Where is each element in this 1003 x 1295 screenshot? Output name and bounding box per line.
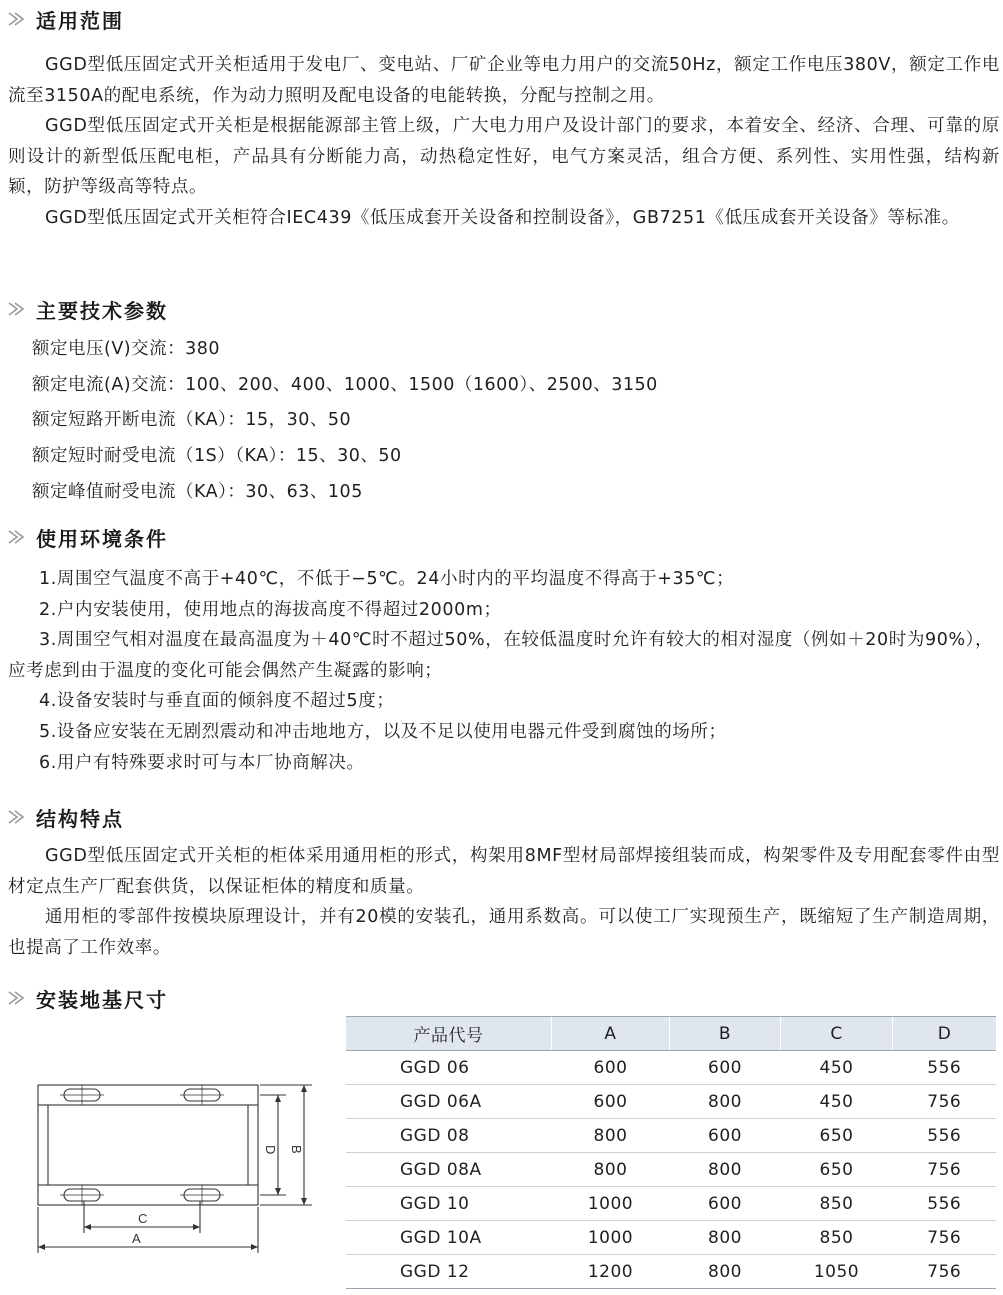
table-row [346, 1119, 996, 1153]
paragraph: GGD型低压固定式开关柜适用于发电厂、变电站、厂矿企业等电力用户的交流50Hz，额定工作电压380V，额定工作电流至3150A的配电系统，作为动力照明及配电设备的电能转换，分配与控制之用。 [8, 55, 1000, 106]
paragraph: 通用柜的零部件按模块原理设计，并有20模的安装孔，通用系数高。可以使工厂实现预生产，既缩短了生产制造周期，也提高了工作效率。 [8, 907, 1000, 958]
table-cell: 600 [670, 1119, 781, 1153]
table-cell: 1050 [781, 1255, 893, 1289]
column-header: C [781, 1017, 893, 1051]
table-cell: 650 [781, 1153, 893, 1187]
param-item: 额定短路开断电流（KA）：15，30、50 [32, 410, 352, 430]
column-header: A [552, 1017, 670, 1051]
section-title: 安装地基尺寸 [36, 987, 168, 1012]
table-cell: 756 [893, 1153, 997, 1187]
table-cell: GGD 08 [346, 1119, 552, 1153]
dimension-label-c: C [138, 1211, 148, 1226]
condition-item: 3.周围空气相对温度在最高温度为＋40℃时不超过50%，在较低温度时允许有较大的相对湿度（例如＋20时为90%），应考虑到由于温度的变化可能会偶然产生凝露的影响； [8, 630, 994, 681]
table-cell: 600 [670, 1051, 781, 1085]
double-chevron-icon [6, 987, 28, 1009]
section-title: 适用范围 [36, 8, 124, 33]
table-cell: 800 [670, 1255, 781, 1289]
section-title: 结构特点 [36, 806, 124, 831]
double-chevron-icon [6, 806, 28, 828]
section-heading-environment [6, 522, 168, 552]
table-row [346, 1051, 996, 1085]
foundation-diagram [28, 1075, 318, 1265]
column-header: B [670, 1017, 781, 1051]
table-cell: 556 [893, 1187, 997, 1221]
table-cell: 556 [893, 1119, 997, 1153]
table-cell: 756 [893, 1221, 997, 1255]
double-chevron-icon [6, 298, 28, 320]
paragraph: GGD型低压固定式开关柜是根据能源部主管上级，广大电力用户及设计部门的要求，本着安全、经济、合理、可靠的原则设计的新型低压配电柜，产品具有分断能力高，动热稳定性好，电气方案灵活，组合方便、系列性、实用性强，结构新颖，防护等级高等特点。 [8, 116, 1000, 197]
table-cell: 600 [552, 1085, 670, 1119]
section-heading-scope [6, 4, 124, 34]
param-item: 额定峰值耐受电流（KA）：30、63、105 [32, 482, 363, 502]
condition-item: 5.设备应安装在无剧烈震动和冲击地地方，以及不足以使用电器元件受到腐蚀的场所； [39, 722, 727, 742]
double-chevron-icon [6, 526, 28, 548]
dimension-table [346, 1016, 996, 1289]
table-cell: 800 [670, 1153, 781, 1187]
table-cell: 850 [781, 1221, 893, 1255]
table-cell: 450 [781, 1051, 893, 1085]
table-cell: 556 [893, 1051, 997, 1085]
condition-item: 4.设备安装时与垂直面的倾斜度不超过5度； [39, 691, 395, 711]
table-cell: 600 [552, 1051, 670, 1085]
table-cell: GGD 08A [346, 1153, 552, 1187]
table-cell: 800 [552, 1153, 670, 1187]
table-cell: 800 [552, 1119, 670, 1153]
table-cell: 1200 [552, 1255, 670, 1289]
table-row [346, 1187, 996, 1221]
table-cell: GGD 10A [346, 1221, 552, 1255]
dimension-label-b: B [289, 1145, 304, 1154]
table-cell: 1000 [552, 1187, 670, 1221]
column-header: 产品代号 [346, 1017, 552, 1051]
table-cell: 800 [670, 1085, 781, 1119]
section-heading-params [6, 294, 168, 324]
table-row [346, 1153, 996, 1187]
paragraph: GGD型低压固定式开关柜的柜体采用通用柜的形式，构架用8MF型材局部焊接组装而成，构架零件及专用配套零件由型材定点生产厂配套供货，以保证柜体的精度和质量。 [8, 846, 1000, 897]
table-cell: GGD 10 [346, 1187, 552, 1221]
table-cell: 800 [670, 1221, 781, 1255]
dimension-label-a: A [132, 1231, 141, 1246]
table-cell: GGD 06A [346, 1085, 552, 1119]
table-row [346, 1085, 996, 1119]
table-cell: 450 [781, 1085, 893, 1119]
table-cell: 756 [893, 1255, 997, 1289]
param-item: 额定电流(A)交流：100、200、400、1000、1500（1600）、2500、3150 [32, 375, 658, 395]
section-title: 使用环境条件 [36, 526, 168, 551]
column-header: D [893, 1017, 997, 1051]
table-cell: 650 [781, 1119, 893, 1153]
section-heading-structure [6, 802, 124, 832]
section-title: 主要技术参数 [36, 298, 168, 323]
table-cell: GGD 12 [346, 1255, 552, 1289]
table-cell: 850 [781, 1187, 893, 1221]
condition-item: 2.户内安装使用，使用地点的海拔高度不得超过2000m； [39, 600, 502, 620]
condition-item: 6.用户有特殊要求时可与本厂协商解决。 [39, 753, 365, 773]
section-heading-foundation [6, 983, 168, 1013]
param-item: 额定电压(V)交流：380 [32, 339, 221, 359]
table-cell: 756 [893, 1085, 997, 1119]
paragraph: GGD型低压固定式开关柜符合IEC439《低压成套开关设备和控制设备》，GB7251《低压成套开关设备》等标准。 [45, 208, 960, 228]
table-cell: 1000 [552, 1221, 670, 1255]
table-row [346, 1221, 996, 1255]
table-header-row [346, 1017, 996, 1051]
table-cell: GGD 06 [346, 1051, 552, 1085]
param-item: 额定短时耐受电流（1S）（KA）：15、30、50 [32, 446, 402, 466]
table-row [346, 1255, 996, 1289]
table-cell: 600 [670, 1187, 781, 1221]
double-chevron-icon [6, 8, 28, 30]
dimension-label-d: D [263, 1145, 278, 1155]
condition-item: 1.周围空气温度不高于+40℃，不低于−5℃。24小时内的平均温度不得高于+35℃； [39, 569, 735, 589]
